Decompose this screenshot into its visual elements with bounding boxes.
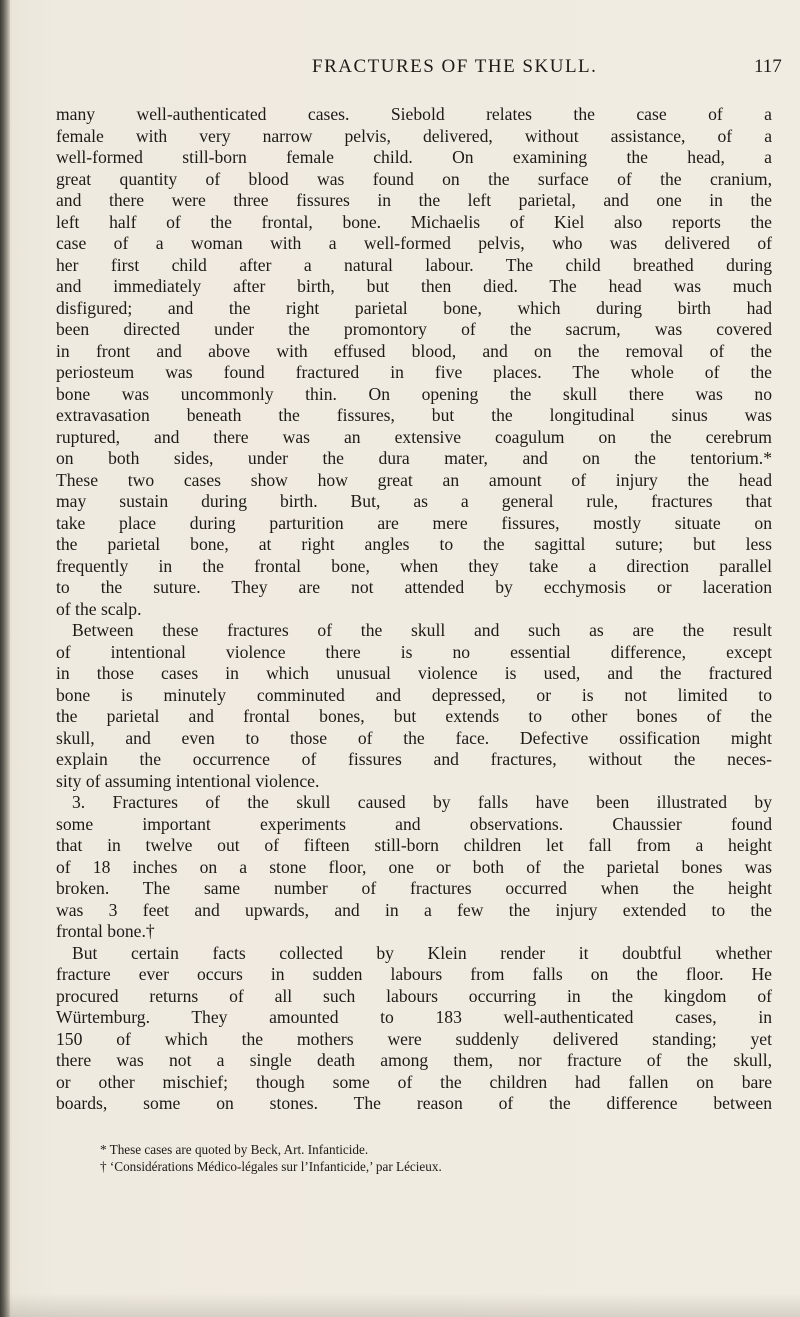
text-line: well-formed still-born female child. On examining the head, a bbox=[56, 147, 772, 167]
page-number: 117 bbox=[754, 56, 782, 77]
text-line: the parietal and frontal bones, but extends to other bones of the bbox=[56, 706, 772, 726]
text-line: and immediately after birth, but then died. The head was much bbox=[56, 276, 772, 296]
text-line: great quantity of blood was found on the surface of the cranium, bbox=[56, 168, 772, 189]
text-line: been directed under the promontory of the sacrum, was covered bbox=[56, 319, 772, 339]
text-line: or other mischief; though some of the children had fallen on bare bbox=[56, 1071, 772, 1092]
text-line: Würtemburg. They amounted to 183 well-authenticated cases, in bbox=[56, 1007, 772, 1027]
text-line: explain the occurrence of fissures and fractures, without the neces- bbox=[56, 749, 772, 769]
text-line: of the scalp. bbox=[56, 598, 142, 619]
text-line: bone was uncommonly thin. On opening the skull there was no bbox=[56, 383, 772, 404]
text-line: to the suture. They are not attended by ecchymosis or laceration bbox=[56, 577, 772, 597]
text-line: that in twelve out of fifteen still-born children let fall from a height bbox=[56, 835, 772, 855]
text-line: skull, and even to those of the face. Defective ossification might bbox=[56, 727, 772, 748]
text-line: extravasation beneath the fissures, but the longitudinal sinus was bbox=[56, 405, 772, 425]
text-line: But certain facts collected by Klein render it doubtful whether bbox=[72, 942, 772, 963]
text-line: the parietal bone, at right angles to the sagittal suture; but less bbox=[56, 534, 772, 554]
text-line: disfigured; and the right parietal bone, which during birth had bbox=[56, 297, 772, 318]
text-line: her first child after a natural labour. The child breathed during bbox=[56, 254, 772, 275]
body-text bbox=[56, 104, 772, 1115]
text-line: left half of the frontal, bone. Michaelis of Kiel also reports the bbox=[56, 211, 772, 232]
text-line: fracture ever occurs in sudden labours from falls on the floor. He bbox=[56, 964, 772, 984]
text-line: ruptured, and there was an extensive coagulum on the cerebrum bbox=[56, 426, 772, 447]
text-line: female with very narrow pelvis, delivered, without assistance, of a bbox=[56, 125, 772, 146]
text-line: Between these fractures of the skull and such as are the result bbox=[72, 620, 772, 640]
text-line: boards, some on stones. The reason of the difference between bbox=[56, 1093, 772, 1113]
text-line: some important experiments and observations. Chaussier found bbox=[56, 813, 772, 834]
page-edge-shadow bbox=[0, 1293, 800, 1317]
text-line: frequently in the frontal bone, when they take a direction parallel bbox=[56, 555, 772, 576]
text-line: of intentional violence there is no essential difference, except bbox=[56, 641, 772, 662]
text-line: sity of assuming intentional violence. bbox=[56, 770, 320, 791]
text-line: bone is minutely comminuted and depressed, or is not limited to bbox=[56, 684, 772, 705]
text-line: procured returns of all such labours occurring in the kingdom of bbox=[56, 985, 772, 1006]
text-line: case of a woman with a well-formed pelvis, who was delivered of bbox=[56, 233, 772, 253]
footnotes bbox=[56, 1141, 772, 1175]
footnote: † ‘Considérations Médico-légales sur l’Infanticide,’ par Lécieux. bbox=[100, 1159, 442, 1174]
page-gutter bbox=[0, 0, 10, 1317]
text-line: in front and above with effused blood, and on the removal of the bbox=[56, 340, 772, 361]
text-line: These two cases show how great an amount of injury the head bbox=[56, 469, 772, 490]
text-line: take place during parturition are mere fissures, mostly situate on bbox=[56, 512, 772, 533]
text-line: was 3 feet and upwards, and in a few the injury extended to the bbox=[56, 899, 772, 920]
text-line: in those cases in which unusual violence is used, and the fractured bbox=[56, 663, 772, 683]
text-line: frontal bone.† bbox=[56, 921, 155, 941]
text-line: many well-authenticated cases. Siebold relates the case of a bbox=[56, 104, 772, 124]
text-line: 3. Fractures of the skull caused by falls have been illustrated by bbox=[72, 792, 772, 812]
text-line: periosteum was found fractured in five places. The whole of the bbox=[56, 362, 772, 382]
text-line: on both sides, under the dura mater, and on the tentorium.* bbox=[56, 448, 772, 468]
text-line: there was not a single death among them, nor fracture of the skull, bbox=[56, 1050, 772, 1070]
text-line: and there were three fissures in the left parietal, and one in the bbox=[56, 190, 772, 210]
running-head: FRACTURES OF THE SKULL. bbox=[312, 56, 598, 77]
text-line: broken. The same number of fractures occurred when the height bbox=[56, 878, 772, 898]
text-line: of 18 inches on a stone floor, one or both of the parietal bones was bbox=[56, 856, 772, 877]
footnote: * These cases are quoted by Beck, Art. Infanticide. bbox=[100, 1142, 369, 1157]
text-line: 150 of which the mothers were suddenly delivered standing; yet bbox=[56, 1028, 772, 1049]
page-header bbox=[0, 56, 800, 86]
text-line: may sustain during birth. But, as a general rule, fractures that bbox=[56, 491, 772, 511]
